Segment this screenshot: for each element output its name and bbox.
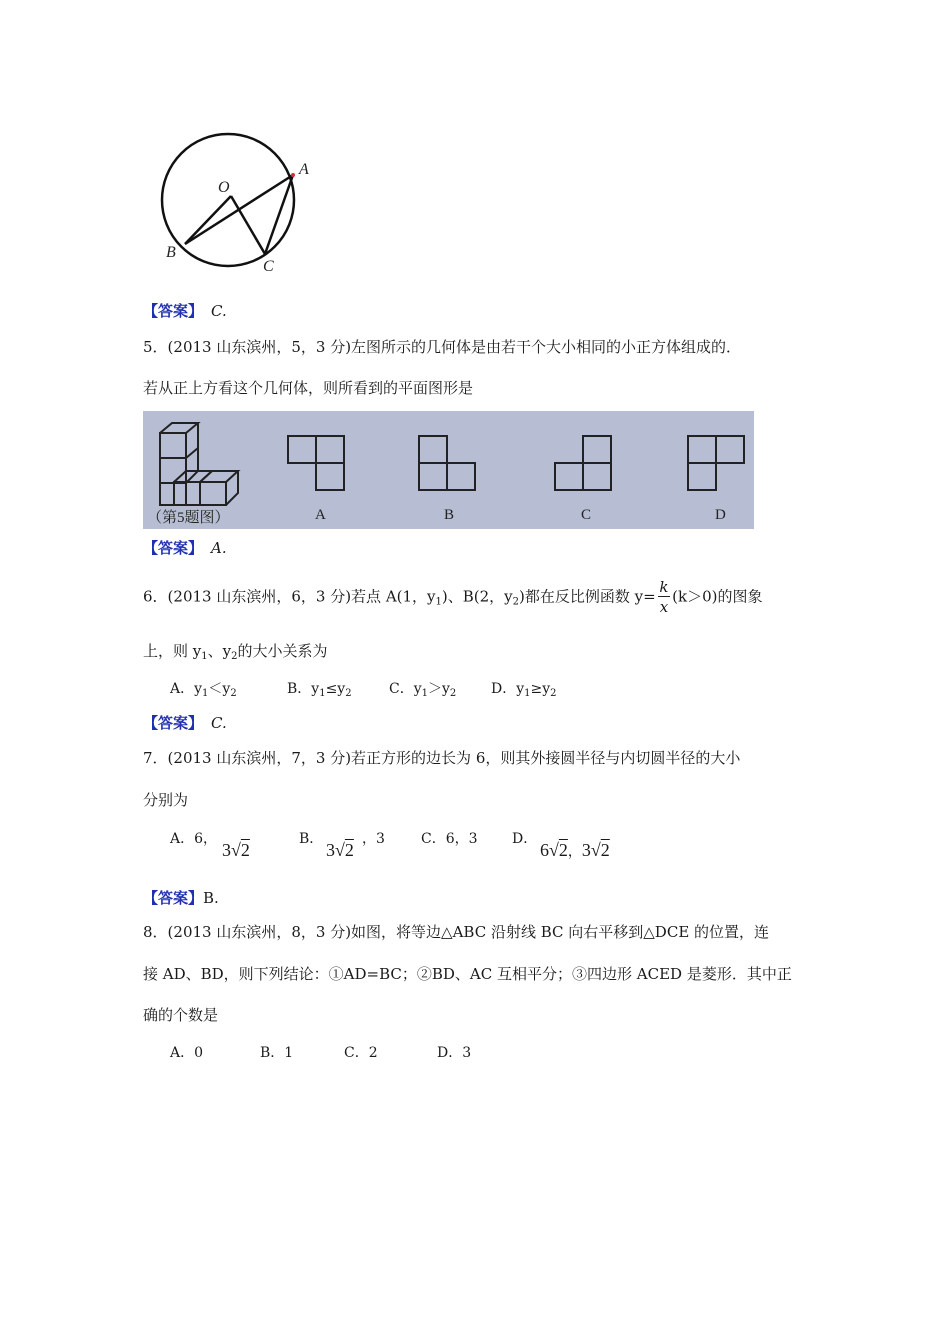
q8-line2: 接 AD、BD，则下列结论：①AD=BC；②BD、AC 互相平分；③四边形 ACED 是菱形．其中正 bbox=[143, 965, 792, 983]
q7-option-a-value: 3√2 bbox=[222, 840, 250, 860]
q5-figure bbox=[143, 411, 754, 529]
point-A-dot bbox=[291, 173, 295, 177]
q8-line3: 确的个数是 bbox=[143, 1006, 219, 1024]
q6-option-b: B．$y_1\le y_2$ bbox=[287, 681, 352, 699]
q6-line1: 6．(2013 山东滨州，6，3 分)若点 A(1，$y_1$)、B(2，$y_2$)都在反比例函数 y= $\frac{k}{x}$ (k＞0)的图象 bbox=[143, 578, 763, 616]
label-C: C bbox=[263, 258, 274, 275]
q5-option-label-a: A bbox=[315, 507, 326, 523]
q8-option-b: B．1 bbox=[260, 1045, 294, 1061]
answer-value: C. bbox=[211, 714, 227, 732]
answer-value: C. bbox=[211, 302, 227, 320]
q7-option-b-value: 3√2 bbox=[326, 840, 354, 860]
q5-photo bbox=[143, 411, 754, 529]
q5-line2: 若从正上方看这个几何体，则所看到的平面图形是 bbox=[143, 379, 474, 397]
answer-key: 【答案】 bbox=[143, 889, 204, 907]
label-B: B bbox=[166, 244, 176, 261]
label-O: O bbox=[218, 179, 230, 196]
q6-option-d: D．$y_1\ge y_2$ bbox=[491, 681, 557, 699]
q8-option-a: A．0 bbox=[170, 1045, 204, 1061]
q6-answer bbox=[143, 712, 227, 733]
label-A: A bbox=[299, 161, 309, 178]
answer-value: B. bbox=[203, 889, 219, 907]
q7-answer bbox=[143, 887, 219, 908]
q5-figure-caption: （第5题图） bbox=[147, 510, 230, 526]
answer-key: 【答案】 bbox=[143, 539, 204, 557]
q5-line1: 5．(2013 山东滨州，5，3 分)左图所示的几何体是由若干个大小相同的小正方体组成的． bbox=[143, 338, 742, 356]
q4-answer bbox=[143, 300, 227, 321]
q5-option-label-b: B bbox=[444, 507, 455, 523]
q6-option-a: A．$y_1<y_2$ bbox=[170, 681, 237, 699]
q8-line1: 8．(2013 山东滨州，8，3 分)如图，将等边△ABC 沿射线 BC 向右平移到△DCE 的位置，连 bbox=[143, 923, 770, 941]
circle-figure bbox=[150, 125, 330, 275]
q7-line1: 7．(2013 山东滨州，7，3 分)若正方形的边长为 6，则其外接圆半径与内切圆半径的大小 bbox=[143, 749, 741, 767]
q7-option-b-tail: ，3 bbox=[362, 831, 385, 847]
answer-key: 【答案】 bbox=[143, 714, 204, 732]
q8-option-d: D．3 bbox=[437, 1045, 472, 1061]
q5-option-label-d: D bbox=[715, 507, 726, 523]
q5-answer bbox=[143, 537, 227, 558]
q6-option-c: C．$y_1>y_2$ bbox=[389, 681, 457, 699]
q6-line2: 上，则 $y_1$、$y_2$的大小关系为 bbox=[143, 642, 328, 662]
q7-option-a: A．6， bbox=[170, 831, 218, 847]
answer-value: A. bbox=[211, 539, 227, 557]
q7-option-d-value: 6√2，3√2 bbox=[540, 840, 610, 860]
answer-key: 【答案】 bbox=[143, 302, 204, 320]
q7-option-d: D． bbox=[512, 831, 538, 847]
q7-line2: 分别为 bbox=[143, 791, 189, 809]
q8-option-c: C．2 bbox=[344, 1045, 378, 1061]
q5-option-label-c: C bbox=[581, 507, 592, 523]
segment-BA bbox=[185, 175, 293, 244]
q7-option-c: C．6，3 bbox=[421, 831, 478, 847]
q7-option-b: B． bbox=[299, 831, 324, 847]
fraction-k-over-x: $\frac{k}{x}$ bbox=[659, 578, 669, 616]
